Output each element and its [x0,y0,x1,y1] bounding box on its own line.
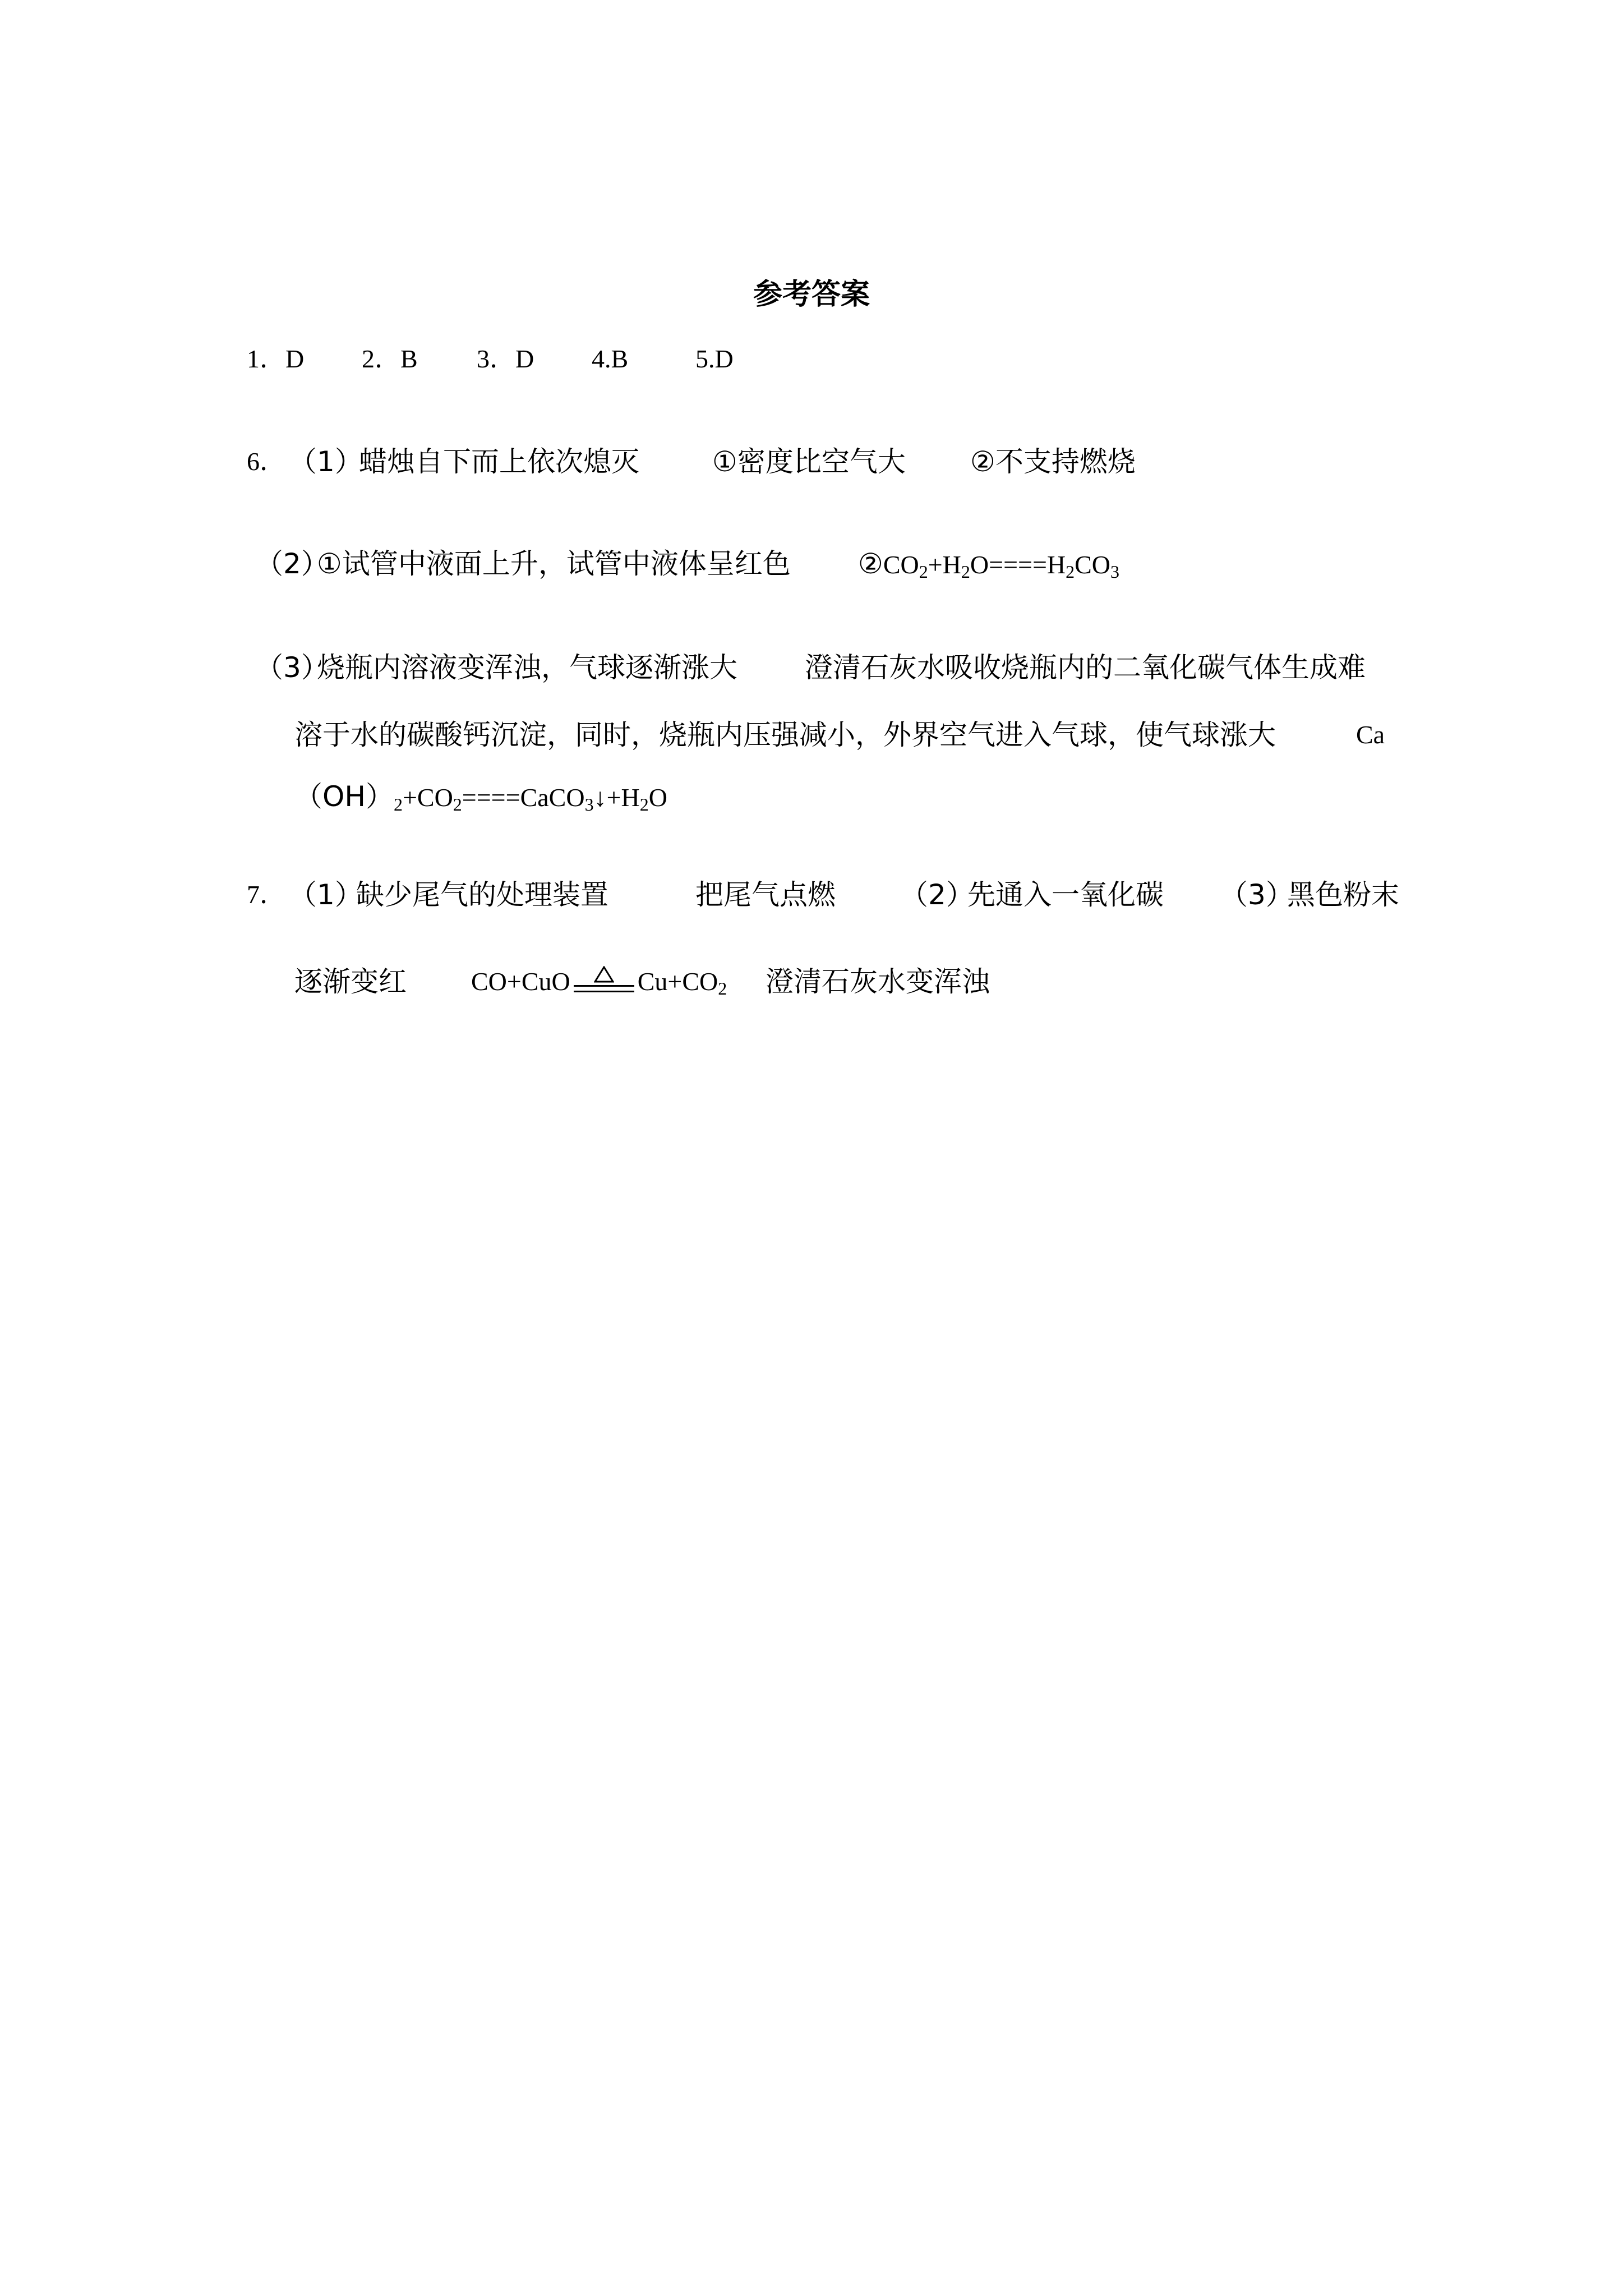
heating-condition-icon [570,965,638,999]
q7-part3-answer-c: 澄清石灰水变浑浊 [766,965,990,998]
q6-part3-answer-b-line1: 澄清石灰水吸收烧瓶内的二氧化碳气体生成难 [805,651,1366,684]
eq-subscript: 2 [961,562,970,582]
eq-subscript: 2 [718,978,727,999]
q7-part3-label: （3） [1220,878,1294,911]
mc-answers-row [0,342,1623,376]
eq-term: CO [883,550,919,579]
eq-term: ↓+H [593,783,640,812]
q7-part2-label: （2） [900,878,974,911]
eq-term: CO [1075,550,1111,579]
eq-subscript: 2 [1066,562,1075,582]
q6-part1-answer-a: 蜡烛自下而上依次熄灭 [359,445,639,478]
equation-bar-bottom [574,991,634,992]
eq-subscript: 2 [639,794,649,815]
q7-number: 7． [247,880,285,909]
eq-subscript: 3 [584,794,594,815]
q7-part3-answer-a-line1: 黑色粉末 [1287,878,1399,911]
eq-term: O [648,783,667,812]
eq-term: O====H [970,550,1066,579]
eq-term: +CO [402,783,453,812]
q6-number: 6． [247,447,285,476]
q6-part1-row [0,445,1623,478]
q6-part3-row1 [0,651,1623,684]
q7-part1-answer-a: 缺少尾气的处理装置 [356,878,608,911]
q7-part1-label: （1） [289,878,363,911]
q6-part2-equation [858,547,1119,582]
eq-term: ====CaCO [462,783,585,812]
q6-part3-equation-start: Ca [1356,720,1385,749]
eq-subscript: 2 [393,794,403,815]
q6-part3-label: （3） [255,651,329,684]
eq-term: （OH） [294,780,394,813]
q7-part1-answer-b: 把尾气点燃 [695,878,836,911]
q6-part3-row2 [0,718,1623,752]
equation-bar-top [574,985,634,987]
q6-part1-answer-b: ①密度比空气大 [712,445,906,478]
eq-subscript: 2 [453,794,462,815]
triangle-icon [594,966,614,983]
q7-row1 [0,878,1623,912]
q6-part2-label: （2） [255,547,329,580]
q6-part2-answer-a: ①试管中液面上升，试管中液体呈红色 [317,547,791,580]
answer-3: 3．D [477,344,534,373]
answer-4: 4.B [592,344,629,373]
q6-part3-row3 [0,780,1623,813]
answer-1: 1．D [247,344,305,373]
q7-row2 [0,965,1623,999]
q6-part1-answer-c: ②不支持燃烧 [970,445,1136,478]
q6-part3-answer-a: 烧瓶内溶液变浑浊，气球逐渐涨大 [317,651,737,684]
circled-two: ② [858,547,883,580]
eq-reactants: CO+CuO [471,967,570,996]
answer-5: 5.D [695,344,734,373]
q7-part2-answer: 先通入一氧化碳 [967,878,1164,911]
answer-2: 2．B [362,344,418,373]
eq-products: Cu+CO [637,967,718,996]
eq-subscript: 3 [1110,562,1120,582]
q6-part1-label: （1） [289,445,363,478]
eq-term: +H [928,550,961,579]
q7-equation [471,965,727,999]
q6-part3-answer-b-line2: 溶于水的碳酸钙沉淀，同时，烧瓶内压强减小，外界空气进入气球，使气球涨大 [294,719,1276,751]
q6-part3-equation [294,780,667,815]
eq-subscript: 2 [919,562,928,582]
q6-part2-row [0,547,1623,581]
page-title: 参考答案 [753,278,870,311]
q7-part3-answer-a-line2: 逐渐变红 [294,965,407,998]
